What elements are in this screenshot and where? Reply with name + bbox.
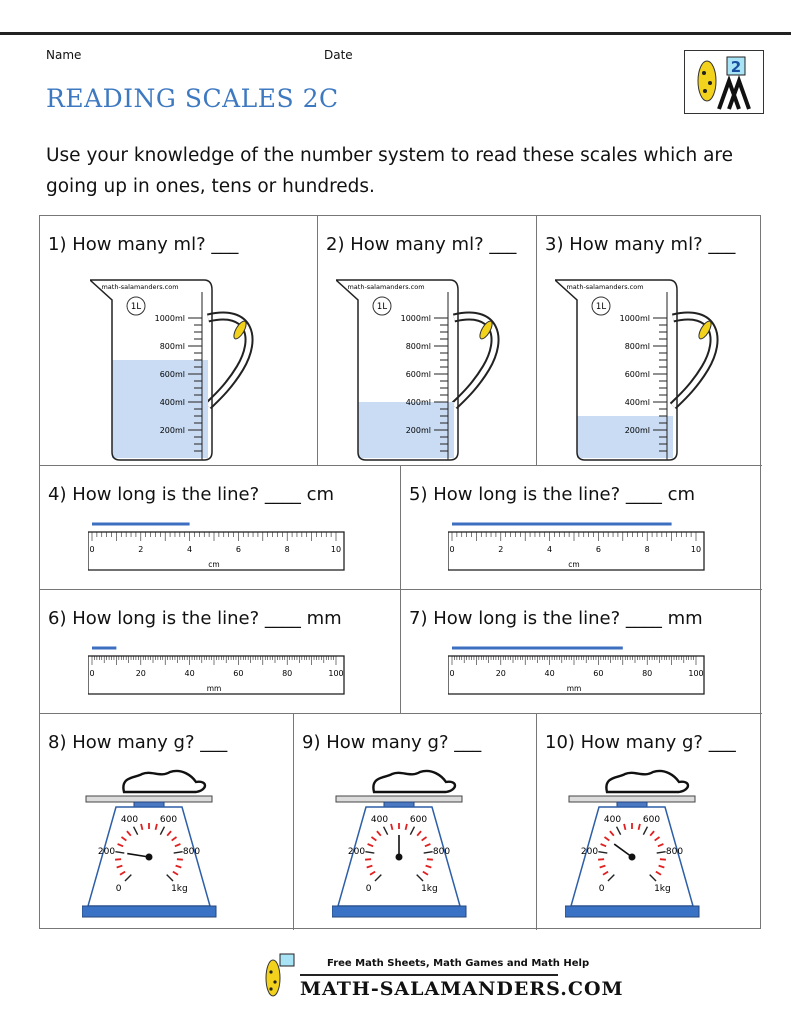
ruler-label: 0 (449, 669, 455, 678)
ruler-label: 6 (235, 545, 241, 554)
capacity-badge-label: 1L (376, 302, 388, 312)
ruler-mm-2 (448, 642, 718, 702)
jug-scale-label: 600ml (624, 370, 650, 379)
question-text: 2) How many ml? ___ (326, 234, 517, 255)
question-text: 4) How long is the line? ____ cm (48, 484, 335, 505)
question-text: 7) How long is the line? ____ mm (409, 608, 703, 629)
ruler-label: 40 (184, 669, 195, 678)
scale-question-10 (537, 714, 762, 930)
date-label: Date (324, 48, 353, 62)
question-text: 3) How many ml? ___ (545, 234, 736, 255)
dial-label: 800 (665, 846, 684, 857)
page-title: READING SCALES 2C (46, 84, 339, 113)
ruler-cm-2 (448, 518, 718, 578)
dial-label: 600 (409, 815, 428, 826)
ruler-label: 4 (187, 545, 193, 554)
jug-scale-label: 1000ml (154, 314, 185, 323)
ruler-label: 8 (644, 545, 650, 554)
ruler-label: 40 (544, 669, 555, 678)
dial-label: 0 (365, 883, 372, 894)
instructions: Use your knowledge of the number system to read these scales which are going up in ones, tens or hundreds. (46, 145, 734, 197)
weighed-object (606, 771, 688, 792)
ruler-label: 60 (593, 669, 604, 678)
ruler-label: 0 (449, 545, 455, 554)
dial-label: 200 (97, 846, 116, 857)
ruler-label: 100 (328, 669, 344, 678)
measuring-jug-1 (90, 278, 290, 468)
ruler-label: 10 (690, 545, 702, 554)
weighing-scale-3 (565, 764, 731, 924)
measuring-jug-3 (555, 278, 755, 468)
dial-label: 400 (120, 815, 139, 826)
dial-label: 0 (598, 883, 605, 894)
weighing-scale-1 (82, 764, 248, 924)
capacity-badge-label: 1L (130, 302, 142, 312)
ruler-label: 60 (233, 669, 244, 678)
ruler-label: 0 (89, 545, 95, 554)
jug-scale-label: 600ml (159, 370, 185, 379)
jug-liquid (577, 416, 673, 458)
jug-scale-label: 800ml (624, 342, 650, 351)
name-label: Name (46, 48, 82, 62)
jug-scale-label: 800ml (405, 342, 431, 351)
questions-grid (39, 215, 761, 929)
ruler-unit: cm (208, 560, 220, 569)
scale-base (82, 906, 216, 917)
jug-brand: math-salamanders.com (101, 283, 179, 291)
jug-scale-label: 600ml (405, 370, 431, 379)
ruler-label: 4 (547, 545, 553, 554)
dial-label: 1kg (171, 883, 188, 894)
scale-pan (569, 796, 695, 802)
ruler-question-5 (401, 466, 762, 590)
ruler-label: 10 (330, 545, 342, 554)
ruler-unit: mm (206, 684, 222, 693)
footer-tagline: Free Math Sheets, Math Games and Math Help (327, 958, 590, 969)
ruler-label: 8 (284, 545, 290, 554)
ruler-unit: cm (568, 560, 580, 569)
jug-question-3 (537, 216, 762, 466)
dial-label: 600 (642, 815, 661, 826)
dial-label: 200 (580, 846, 599, 857)
dial-label: 600 (159, 815, 178, 826)
dial-label: 1kg (421, 883, 438, 894)
scale-question-9 (294, 714, 537, 930)
jug-scale-label: 200ml (159, 426, 185, 435)
ruler-label: 80 (642, 669, 653, 678)
question-text: 8) How many g? ___ (48, 732, 228, 753)
jug-brand: math-salamanders.com (566, 283, 644, 291)
jug-scale-label: 1000ml (619, 314, 650, 323)
ruler-label: 0 (89, 669, 95, 678)
scale-pan (86, 796, 212, 802)
ruler-label: 100 (688, 669, 704, 678)
weighed-object (373, 771, 455, 792)
jug-question-1 (40, 216, 318, 466)
logo-badge: 2 (730, 58, 742, 76)
scale-question-8 (40, 714, 294, 930)
ruler-question-7 (401, 590, 762, 714)
dial-label: 0 (115, 883, 122, 894)
dial-pivot (396, 854, 403, 861)
dial-label: 400 (370, 815, 389, 826)
dial-label: 200 (347, 846, 366, 857)
jug-scale-label: 400ml (624, 398, 650, 407)
question-text: 9) How many g? ___ (302, 732, 482, 753)
ruler-label: 6 (595, 545, 601, 554)
question-text: 1) How many ml? ___ (48, 234, 239, 255)
measuring-jug-2 (336, 278, 536, 468)
jug-brand: math-salamanders.com (347, 283, 425, 291)
weighing-scale-2 (332, 764, 498, 924)
ruler-label: 20 (135, 669, 146, 678)
scale-base (332, 906, 466, 917)
ruler-question-4 (40, 466, 401, 590)
jug-scale-label: 800ml (159, 342, 185, 351)
capacity-badge-label: 1L (595, 302, 607, 312)
ruler-label: 80 (282, 669, 293, 678)
weighed-object (123, 771, 205, 792)
ruler-label: 20 (495, 669, 506, 678)
footer-rule (300, 974, 558, 976)
ruler-label: 2 (138, 545, 144, 554)
footer-salamander-icon (262, 952, 298, 1000)
ruler-cm-1 (88, 518, 358, 578)
dial-pivot (146, 854, 153, 861)
jug-question-2 (318, 216, 537, 466)
top-rule (0, 32, 791, 35)
jug-scale-label: 400ml (405, 398, 431, 407)
scale-base (565, 906, 699, 917)
dial-label: 800 (182, 846, 201, 857)
jug-scale-label: 400ml (159, 398, 185, 407)
salamander-logo (684, 50, 764, 114)
question-text: 6) How long is the line? ____ mm (48, 608, 342, 629)
jug-scale-label: 200ml (624, 426, 650, 435)
jug-scale-label: 1000ml (400, 314, 431, 323)
jug-scale-label: 200ml (405, 426, 431, 435)
dial-label: 800 (432, 846, 451, 857)
dial-pivot (629, 854, 636, 861)
question-text: 5) How long is the line? ____ cm (409, 484, 696, 505)
scale-pan (336, 796, 462, 802)
ruler-question-6 (40, 590, 401, 714)
ruler-unit: mm (566, 684, 582, 693)
ruler-mm-1 (88, 642, 358, 702)
dial-label: 400 (603, 815, 622, 826)
dial-label: 1kg (654, 883, 671, 894)
question-text: 10) How many g? ___ (545, 732, 736, 753)
footer-brand: MATH-SALAMANDERS.COM (300, 978, 624, 1000)
ruler-label: 2 (498, 545, 504, 554)
